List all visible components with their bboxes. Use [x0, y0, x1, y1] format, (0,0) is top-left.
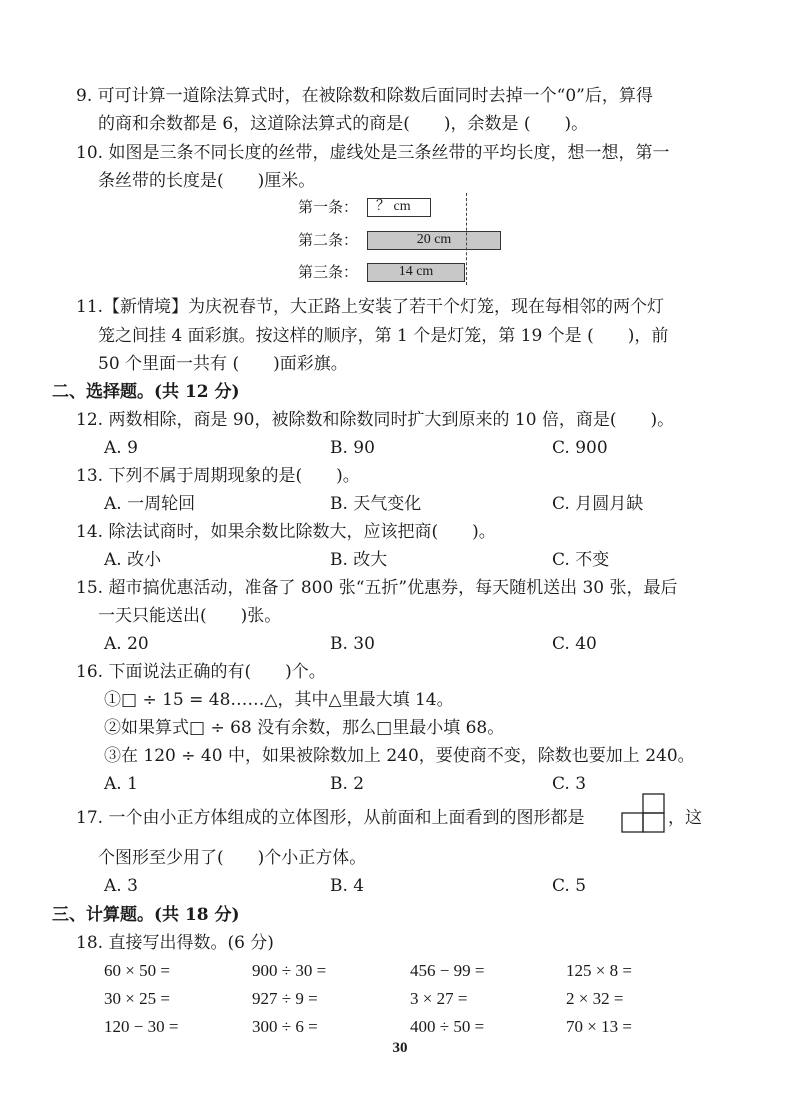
q9-line1: 9. 可可计算一道除法算式时，在被除数和除数后面同时去掉一个“0”后，算得 [76, 86, 653, 106]
q16-statement-3: ③在 120 ÷ 40 中，如果被除数加上 240，要使商不变，除数也要加上 240。 [104, 746, 695, 766]
q10-line1: 10. 如图是三条不同长度的丝带，虚线处是三条丝带的平均长度，想一想，第一 [76, 143, 670, 163]
q13-stem: 13. 下列不属于周期现象的是( )。 [76, 466, 360, 486]
calc-r2-c2: 927 ÷ 9 = [252, 989, 318, 1008]
q16-option-b: B. 2 [330, 774, 365, 794]
calc-r2-c3: 3 × 27 = [410, 989, 468, 1008]
q17-option-c: C. 5 [552, 876, 587, 896]
ribbon-label-2: 第二条： [298, 231, 359, 249]
q15-line2: 一天只能送出( )张。 [98, 606, 282, 626]
q14-stem: 14. 除法试商时，如果余数比除数大，应该把商( )。 [76, 522, 496, 542]
q14-option-c: C. 不变 [552, 550, 610, 570]
calc-r3-c3: 400 ÷ 50 = [410, 1017, 485, 1036]
q16-stem: 16. 下面说法正确的有( )个。 [76, 662, 326, 682]
q13-option-c: C. 月圆月缺 [552, 494, 644, 514]
page-number: 30 [392, 1040, 408, 1056]
q12-option-a: A. 9 [104, 438, 138, 458]
calc-r3-c4: 70 × 13 = [566, 1017, 632, 1036]
q14-option-a: A. 改小 [104, 550, 162, 570]
calc-r1-c1: 60 × 50 = [104, 961, 170, 980]
ribbon-label-1: 第一条： [298, 198, 359, 216]
q13-option-b: B. 天气变化 [330, 494, 422, 514]
q17-line1-end: ，这 [668, 808, 702, 828]
q15-option-c: C. 40 [552, 634, 597, 654]
q16-statement-2: ②如果算式□ ÷ 68 没有余数，那么□里最小填 68。 [104, 718, 505, 738]
calc-r3-c2: 300 ÷ 6 = [252, 1017, 318, 1036]
q17-option-a: A. 3 [104, 876, 138, 896]
ribbon-3: 14 cm [367, 263, 465, 282]
q9-line2: 的商和余数都是 6，这道除法算式的商是( )，余数是 ( )。 [98, 114, 589, 134]
section-2-heading: 二、选择题。(共 12 分) [52, 382, 240, 402]
ribbon-2: 20 cm [367, 231, 501, 250]
q16-option-a: A. 1 [104, 774, 138, 794]
q11-line1: 11.【新情境】为庆祝春节，大正路上安装了若干个灯笼，现在每相邻的两个灯 [76, 297, 665, 317]
q11-line3: 50 个里面一共有 ( )面彩旗。 [98, 354, 348, 374]
q15-option-a: A. 20 [104, 634, 149, 654]
average-dashed-line [466, 193, 467, 285]
q12-option-c: C. 900 [552, 438, 608, 458]
q17-line2: 个图形至少用了( )个小正方体。 [98, 848, 367, 868]
q16-statement-1: ①□ ÷ 15 = 48……△，其中△里最大填 14。 [104, 690, 454, 710]
calc-r1-c2: 900 ÷ 30 = [252, 961, 327, 980]
q12-stem: 12. 两数相除，商是 90，被除数和除数同时扩大到原来的 10 倍，商是( )。 [76, 410, 675, 430]
ribbon-label-3: 第三条： [298, 263, 359, 281]
q13-option-a: A. 一周轮回 [104, 494, 196, 514]
q17-line1: 17. 一个由小正方体组成的立体图形，从前面和上面看到的图形都是 [76, 808, 585, 828]
ribbon-1: ？ cm [367, 198, 431, 217]
calc-r3-c1: 120 − 30 = [104, 1017, 179, 1036]
section-3-heading: 三、计算题。(共 18 分) [52, 905, 240, 925]
q15-option-b: B. 30 [330, 634, 375, 654]
q14-option-b: B. 改大 [330, 550, 388, 570]
q16-option-c: C. 3 [552, 774, 587, 794]
calc-r1-c3: 456 − 99 = [410, 961, 485, 980]
q10-line2: 条丝带的长度是( )厘米。 [98, 171, 316, 191]
q18-stem: 18. 直接写出得数。(6 分) [76, 933, 274, 953]
q15-line1: 15. 超市搞优惠活动，准备了 800 张“五折”优惠券，每天随机送出 30 张，最后 [76, 578, 678, 598]
calc-r1-c4: 125 × 8 = [566, 961, 632, 980]
calc-r2-c4: 2 × 32 = [566, 989, 624, 1008]
q17-option-b: B. 4 [330, 876, 365, 896]
cube-view-icon [621, 793, 667, 833]
calc-r2-c1: 30 × 25 = [104, 989, 170, 1008]
q11-line2: 笼之间挂 4 面彩旗。按这样的顺序，第 1 个是灯笼，第 19 个是 ( )，前 [98, 326, 669, 346]
q12-option-b: B. 90 [330, 438, 375, 458]
